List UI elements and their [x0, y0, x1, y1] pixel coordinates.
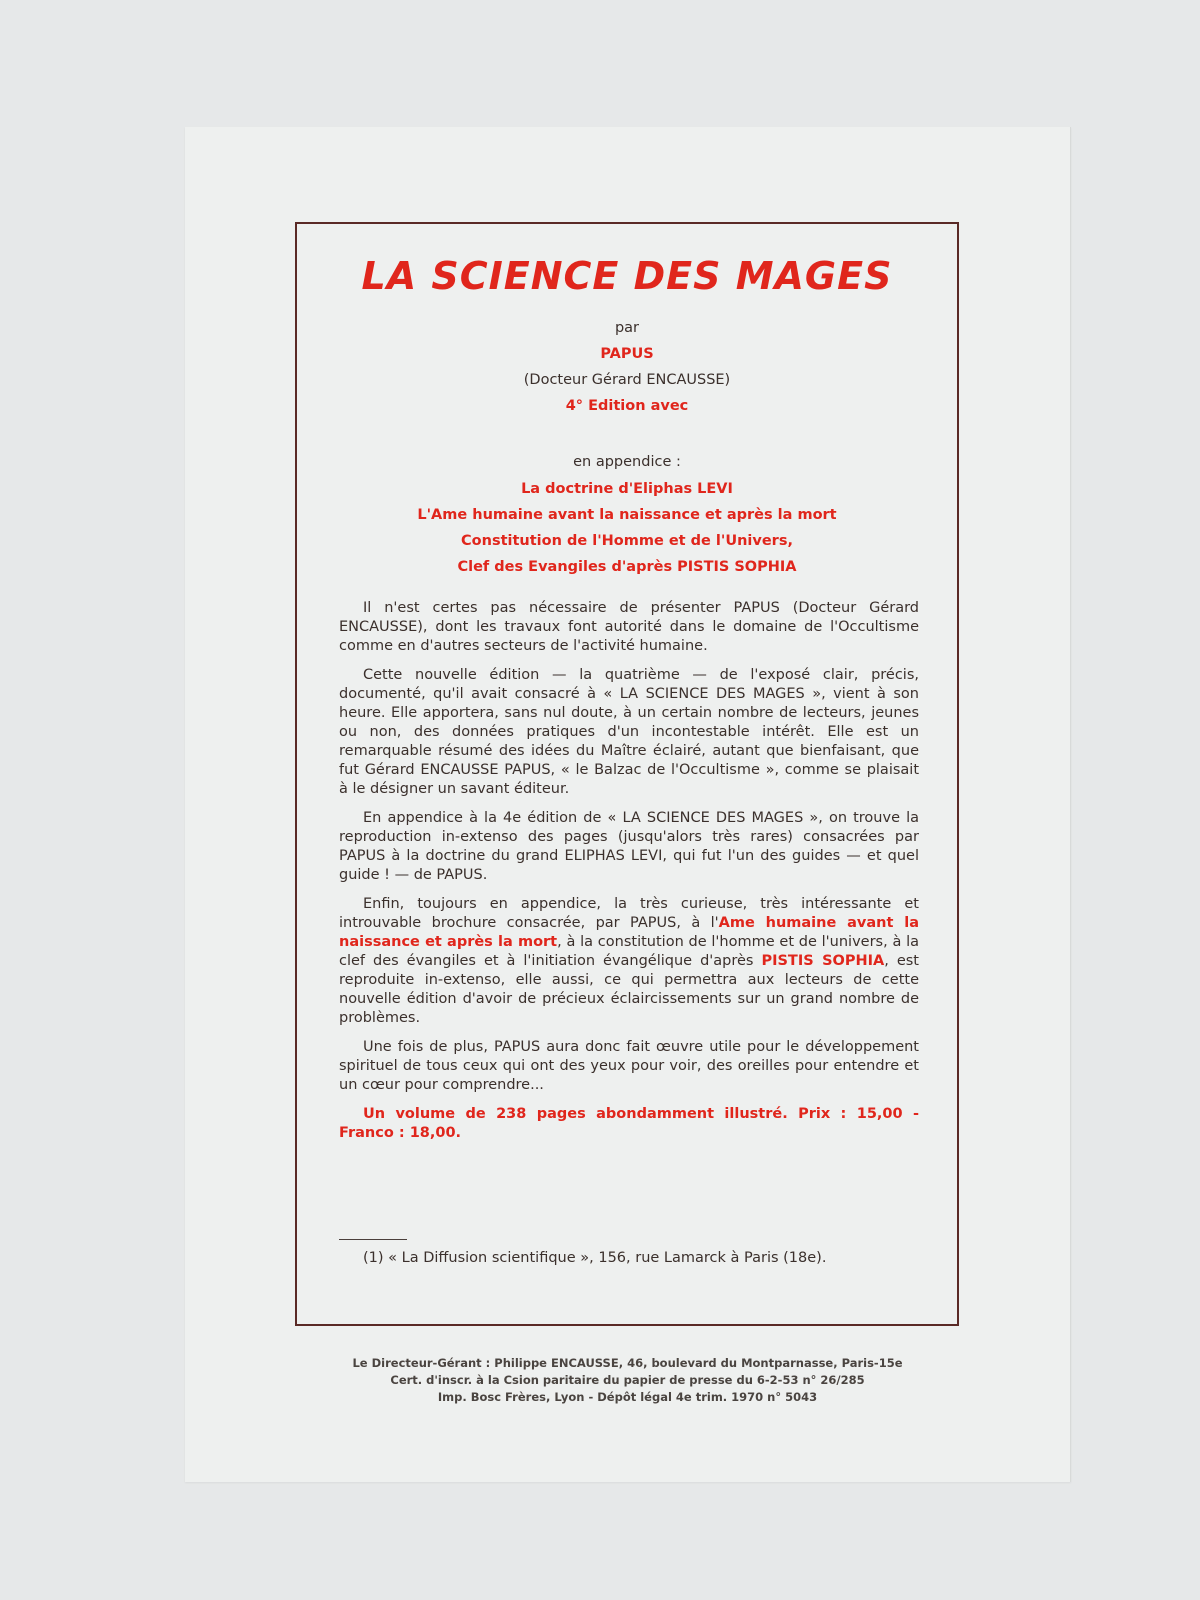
- description-body: [339, 599, 919, 1153]
- paragraph: En appendice à la 4e édition de « LA SCIENCE DES MAGES », on trouve la reproduction in-extenso des pages (jusqu'alors très rares) consacrées par PAPUS à la doctrine du grand ELIPHAS LEVI, qui fut l'un des guides — et quel guide ! — de PAPUS.: [339, 810, 919, 883]
- appendix-item: Clef des Evangiles d'après PISTIS SOPHIA: [457, 559, 797, 575]
- paragraph: [339, 895, 919, 1028]
- colophon-line: Imp. Bosc Frères, Lyon - Dépôt légal 4e trim. 1970 n° 5043: [437, 1390, 818, 1404]
- paragraph-text: , est reproduite in-extenso, elle aussi, ce qui permettra aux lecteurs de cette nouvelle édition d'avoir de précieux éclaircissements sur un grand nombre de problèmes.: [339, 953, 919, 1026]
- paragraph-text: , à la constitution de l'homme et de l'univers, à la clef des évangiles et à l'initiation évangélique d'après: [339, 934, 920, 969]
- colophon-line: Le Directeur-Gérant : Philippe ENCAUSSE, 46, boulevard du Montparnasse, Paris-15e: [352, 1356, 903, 1370]
- footnote: (1) « La Diffusion scientifique », 156, rue Lamarck à Paris (18e).: [363, 1250, 827, 1266]
- back-cover: [185, 127, 1071, 1482]
- appendix-item: La doctrine d'Eliphas LEVI: [521, 481, 733, 497]
- footnote-divider: [339, 1239, 407, 1240]
- paragraph: Cette nouvelle édition — la quatrième — de l'exposé clair, précis, documenté, qu'il avait consacré à « LA SCIENCE DES MAGES », vient à son heure. Elle apportera, sans nul doute, à un certain nombre de lecteurs, jeunes ou non, des données pratiques d'un incontestable intérêt. Elle est un remarquable résumé des idées du Maître éclairé, autant que bienfaisant, que fut Gérard ENCAUSSE PAPUS, « le Balzac de l'Occultisme », comme se plaisait à le désigner un savant éditeur.: [339, 667, 919, 797]
- colophon: [185, 1355, 1070, 1406]
- price-line: Un volume de 238 pages abondamment illustré. Prix : 15,00 - Franco : 18,00.: [339, 1106, 919, 1141]
- book-title: LA SCIENCE DES MAGES: [361, 254, 893, 298]
- author-name: PAPUS: [600, 346, 654, 362]
- appendix-item: Constitution de l'Homme et de l'Univers,: [461, 533, 793, 549]
- advertisement-frame: [295, 222, 959, 1326]
- colophon-line: Cert. d'inscr. à la Csion paritaire du papier de presse du 6-2-53 n° 26/285: [390, 1373, 865, 1387]
- paragraph: Une fois de plus, PAPUS aura donc fait œuvre utile pour le développement spirituel de tous ceux qui ont des yeux pour voir, des oreilles pour entendre et un cœur pour comprendre...: [339, 1039, 919, 1093]
- author-real-name: (Docteur Gérard ENCAUSSE): [523, 372, 731, 388]
- appendix-item: L'Ame humaine avant la naissance et après la mort: [417, 507, 837, 523]
- edition-line: 4° Edition avec: [565, 398, 689, 414]
- highlight-text: PISTIS SOPHIA: [761, 953, 885, 969]
- highlight-text: Ame humaine avant la naissance et après la mort: [339, 915, 919, 950]
- by-line: par: [614, 320, 640, 336]
- appendix-intro: en appendice :: [573, 454, 681, 470]
- paragraph: Il n'est certes pas nécessaire de présenter PAPUS (Docteur Gérard ENCAUSSE), dont les travaux font autorité dans le domaine de l'Occultisme comme en d'autres secteurs de l'activité humaine.: [339, 600, 919, 654]
- paragraph-text: Enfin, toujours en appendice, la très curieuse, très intéressante et introuvable brochure consacrée, par PAPUS, à l': [339, 896, 919, 931]
